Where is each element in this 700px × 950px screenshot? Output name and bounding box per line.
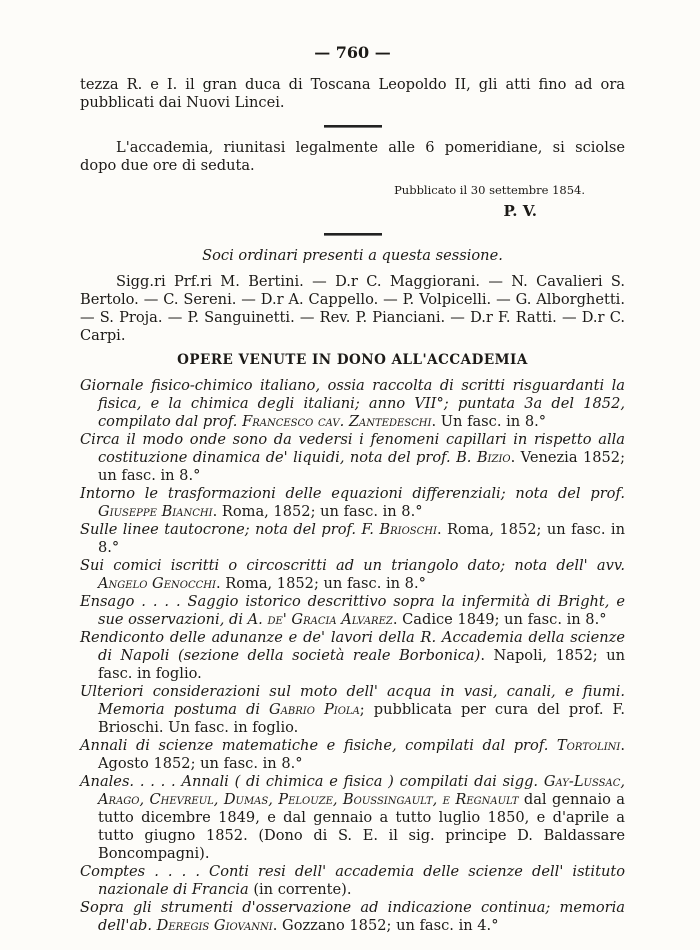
gift-entry-author: Angelo Genocchi <box>98 575 216 592</box>
gift-entry <box>80 593 625 629</box>
gift-entry <box>80 431 625 485</box>
members-list: Sigg.ri Prf.ri M. Bertini. — D.r C. Maggiorani. — N. Cavalieri S. Bertolo. — C. Sereni. — D.r A. Cappello. — P. Volpicelli. — G. Alborghetti. — S. Proja. — P. Sanguinetti. — Rev. P. Pianciani. — D.r F. Ratti. — D.r C. Carpi. <box>80 273 625 344</box>
gift-entry-author: B. Bizio <box>456 449 511 466</box>
gift-entry-author: Giuseppe Bianchi <box>98 503 213 520</box>
gift-entry-details: . Agosto 1852; un fasc. in 8.° <box>98 737 625 772</box>
gift-entry <box>80 899 625 935</box>
gift-entry <box>80 683 625 737</box>
gift-entry-author: Francesco cav. Zantedeschi <box>242 413 432 430</box>
gift-entry-author: Gay-Lussac, Arago, Chevreul, Dumas, Pelouze, Boussingault, e Regnault <box>98 773 625 808</box>
gift-entry <box>80 557 625 593</box>
page-number: — 760 — <box>314 43 391 62</box>
gift-entry-details: dal gennaio a tutto dicembre 1849, e dal gennaio a tutto luglio 1850, e d'aprile a tutto giugno 1852. (Dono di S. E. il sig. principe D. Baldassare Boncompagni). <box>98 791 625 862</box>
gift-entry-details: . Roma, 1852; un fasc. in 8.° <box>212 503 423 520</box>
intro-tail: tezza R. e I. il gran duca di Toscana Leopoldo II, gli atti fino ad ora pubblicati dai Nuovi Lincei. <box>80 76 625 111</box>
gifts-list <box>80 377 625 935</box>
gift-entry-details: . Roma, 1852; un fasc. in 8.° <box>215 575 426 592</box>
section-rule <box>324 233 382 236</box>
gift-entry-title: Sulle linee tautocrone; nota del prof. <box>80 521 362 538</box>
gift-entry-details: . Un fasc. in 8.° <box>431 413 547 430</box>
gift-entry-title: Intorno le trasformazioni delle equazioni differenziali; nota del prof. <box>80 485 625 502</box>
gift-entry-title: Comptes . . . . Conti resi dell' accademia delle scienze dell' istituto nazionale di Francia <box>80 863 625 898</box>
gift-entry-details: . Venezia 1852; un fasc. in 8.° <box>98 449 625 484</box>
gift-entry-title: Giornale fisico-chimico italiano, ossia raccolta di scritti risguardanti la fisica, e la chimica degli italiani; anno VII°; puntata 3a del 1852, compilato dal prof. <box>80 377 625 430</box>
gift-entry-details: . Roma, 1852; un fasc. in 8.° <box>98 521 625 556</box>
gift-entry-author: A. de' Gracia Alvarez <box>247 611 393 628</box>
gift-entry <box>80 737 625 773</box>
signature: P. V. <box>503 202 537 220</box>
gift-entry-title: Sui comici iscritti o circoscritti ad un triangolo dato; nota dell' avv. <box>80 557 625 574</box>
gift-entry-title: Ulteriori considerazioni sul moto dell' acqua in vasi, canali, e fiumi. Memoria postuma di <box>80 683 625 718</box>
gift-entry-author: F. Brioschi <box>361 521 437 538</box>
closing-paragraph: L'accademia, riunitasi legalmente alle 6 pomeridiane, si sciolse dopo due ore di seduta. <box>80 139 625 174</box>
gift-entry <box>80 485 625 521</box>
gift-entry-details: . Cadice 1849; un fasc. in 8.° <box>392 611 607 628</box>
members-title: Soci ordinari presenti a questa sessione. <box>202 247 503 264</box>
document-body <box>80 44 625 935</box>
gift-entry-author: Deregis Giovanni <box>156 917 273 934</box>
gift-entry-title: Sopra gli strumenti d'osservazione ad indicazione continua; memoria dell'ab. <box>80 899 625 934</box>
gift-entry-details: . Napoli, 1852; un fasc. in foglio. <box>98 647 625 682</box>
gifts-heading: OPERE VENUTE IN DONO ALL'ACCADEMIA <box>177 352 528 368</box>
gift-entry-details: . Gozzano 1852; un fasc. in 4.° <box>272 917 499 934</box>
gift-entry-title: Rendiconto delle adunanze e de' lavori della R. Accademia della scienze di Napoli (sezione della società reale Borbonica) <box>80 629 625 664</box>
gift-entry <box>80 629 625 683</box>
section-rule <box>324 125 382 128</box>
gift-entry-title: Circa il modo onde sono da vedersi i fenomeni capillari in rispetto alla costituzione dinamica de' liquidi, nota del prof. <box>80 431 625 466</box>
gift-entry <box>80 773 625 863</box>
gift-entry-title: Ensago . . . . Saggio istorico descrittivo sopra la infermità di Bright, e sue osservazioni, di <box>80 593 625 628</box>
gift-entry-author: Tortolini <box>556 737 621 754</box>
gift-entry-details: (in corrente). <box>248 881 352 898</box>
gift-entry-author: Gabrio Piola <box>269 701 360 718</box>
gift-entry <box>80 863 625 899</box>
gift-entry-title: Annali di scienze matematiche e fisiche, compilati dal prof. <box>80 737 557 754</box>
publication-date: Pubblicato il 30 settembre 1854. <box>394 183 585 197</box>
gift-entry-details: ; pubblicata per cura del prof. F. Brioschi. Un fasc. in foglio. <box>98 701 625 736</box>
gift-entry <box>80 377 625 431</box>
gift-entry-title: Anales. . . . . Annali ( di chimica e fisica ) compilati dai sigg. <box>80 773 544 790</box>
gift-entry <box>80 521 625 557</box>
